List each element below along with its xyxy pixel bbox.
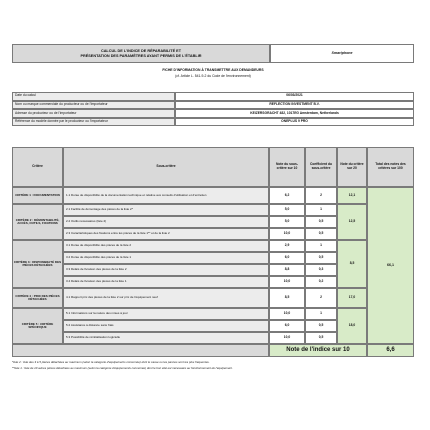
- sub-3-3-label: 3.3 Délais de livraison des pièces de la liste 2: [63, 264, 269, 276]
- sub-3-4-coef: 0,2: [305, 276, 337, 288]
- sub-3-3-note: 8,8: [269, 264, 305, 276]
- critere-1-score: 12,1: [337, 187, 367, 204]
- sub-5-2-note: 6,0: [269, 320, 305, 332]
- sub-5-1-label: 5.1 Informations sur la nature des mises à jour: [63, 308, 269, 320]
- critere-1-name: CRITÈRE 1 : DOCUMENTATION: [12, 187, 63, 204]
- sub-1-1-coef: 2: [305, 187, 337, 204]
- sub-2-1-label: 2.1 Facilité de démontage des pièces de la liste 2*: [63, 204, 269, 216]
- info-value-date: 06/03/2021: [175, 92, 414, 101]
- info-label-brand: Nom ou marque commerciale du producteur ou de l'importateur: [12, 101, 175, 110]
- sub-2-1-coef: 1: [305, 204, 337, 216]
- title-line-2: PRÉSENTATION DES PARAMÈTRES AYANT PERMIS DE L'ÉTABLIR: [80, 53, 202, 58]
- sub-4-1-note: 8,5: [269, 288, 305, 308]
- critere-2-name: CRITÈRE 2 : DÉMONTABILITÉ, ACCÈS, OUTILS, FIXATIONS: [12, 204, 63, 240]
- final-value: 6,6: [367, 344, 414, 357]
- info-value-model: ONEPLUS 9 PRO: [175, 118, 414, 127]
- critere-5-name: CRITÈRE 5 : CRITÈRE SPÉCIFIQUE: [12, 308, 63, 344]
- total-score: 66,1: [367, 187, 414, 344]
- info-value-address: KEIZERSGRACHT 482, 1017EG Amsterdam, Netherlands: [175, 109, 414, 118]
- final-label: Note de l'indice sur 10: [269, 344, 367, 357]
- sub-3-1-note: 2,9: [269, 240, 305, 252]
- sub-3-1-label: 3.1 Durée de disponibilité des pièces de la liste 2: [63, 240, 269, 252]
- sub-2-2-label: 2.2 Outils nécessaires (liste 2): [63, 216, 269, 228]
- critere-5-score: 18,0: [337, 308, 367, 344]
- footnote-2: **liste 1 : liste de 10 autres pièces détachées au maximum (selon la catégorie d'équipements concernée) dont le bon état est nécessaire au fonctionnement de l'équipement.: [12, 366, 233, 370]
- final-blank: [12, 344, 269, 357]
- title-box: [12, 44, 270, 63]
- title-line-1: CALCUL DE L'INDICE DE RÉPARABILITÉ ET: [100, 49, 182, 54]
- sub-2-3-note: 10,0: [269, 228, 305, 240]
- critere-3-name: CRITÈRE 3 : DISPONIBILITÉ DES PIÈCES DÉTACHÉES: [12, 240, 63, 288]
- col-note-critere: Note du critère sur 20: [337, 147, 367, 187]
- fiche-heading: [12, 68, 414, 82]
- sub-3-2-label: 3.2 Durée de disponibilité des pièces de la liste 1: [63, 252, 269, 264]
- sub-2-2-coef: 0,5: [305, 216, 337, 228]
- info-label-model: Référence du modèle donnée par le producteur ou l'importateur: [12, 118, 175, 127]
- col-sous-critere: Sous-critère: [63, 147, 269, 187]
- sub-1-1-note: 6,2: [269, 187, 305, 204]
- col-note-sous: Note du sous-critère sur 10: [269, 147, 305, 187]
- critere-4-score: 17,0: [337, 288, 367, 308]
- sub-5-2-coef: 0,5: [305, 320, 337, 332]
- col-coef: Coefficient du sous-critère: [305, 147, 337, 187]
- col-critere: Critère: [12, 147, 63, 187]
- sub-5-3-coef: 0,5: [305, 332, 337, 344]
- sub-2-1-note: 5,0: [269, 204, 305, 216]
- sub-2-3-label: 2.3 Caractéristiques des fixations entre les pièces de la liste 1** et de la liste 2: [63, 228, 269, 240]
- fiche-line-2: (cf. Article L. 541-9-2 du Code de l'environnement): [175, 74, 251, 78]
- sub-5-1-note: 10,0: [269, 308, 305, 320]
- sub-3-2-coef: 0,5: [305, 252, 337, 264]
- sub-2-2-note: 5,0: [269, 216, 305, 228]
- product-type: Smartphone: [270, 44, 414, 63]
- footnote-1: *liste 2 : liste des 3 à 5 pièces détachées au maximum (selon la catégorie d'équipements concernée) dont le casse ou les pannes sont les plus fréquentes.: [12, 360, 210, 364]
- sub-4-1-coef: 2: [305, 288, 337, 308]
- info-value-brand: REFLECTION INVESTMENT B.V.: [175, 101, 414, 110]
- sub-1-1-label: 1.1 Durée de disponibilité de la documentation technique et relative aux conseils d'utilisation et d'entretien: [63, 187, 269, 204]
- sub-5-3-label: 5.3 Possibilité de réinitialisation logicielle: [63, 332, 269, 344]
- info-label-address: Adresse du producteur ou de l'importateur: [12, 109, 175, 118]
- sub-3-2-note: 6,0: [269, 252, 305, 264]
- sub-3-4-note: 10,0: [269, 276, 305, 288]
- sub-5-1-coef: 1: [305, 308, 337, 320]
- col-total: Total des notes des critères sur 100: [367, 147, 414, 187]
- sub-5-2-label: 5.2 Assistance à distance sans frais: [63, 320, 269, 332]
- info-label-date: Date du calcul: [12, 92, 175, 101]
- critere-2-score: 12,5: [337, 204, 367, 240]
- sub-3-3-coef: 0,3: [305, 264, 337, 276]
- fiche-line-1: FICHE D'INFORMATION À TRANSMETTRE AUX DEMANDEURS: [162, 68, 264, 72]
- critere-4-name: CRITÈRE 4 : PRIX DES PIÈCES DÉTACHÉES: [12, 288, 63, 308]
- sub-3-1-coef: 1: [305, 240, 337, 252]
- sub-4-1-label: 4.1 Rapport prix des pièces de la liste 2 sur prix de l'équipement neuf: [63, 288, 269, 308]
- critere-3-score: 8,5: [337, 240, 367, 288]
- sub-2-3-coef: 0,5: [305, 228, 337, 240]
- sub-3-4-label: 3.4 Délais de livraison des pièces de la liste 1: [63, 276, 269, 288]
- sub-5-3-note: 10,0: [269, 332, 305, 344]
